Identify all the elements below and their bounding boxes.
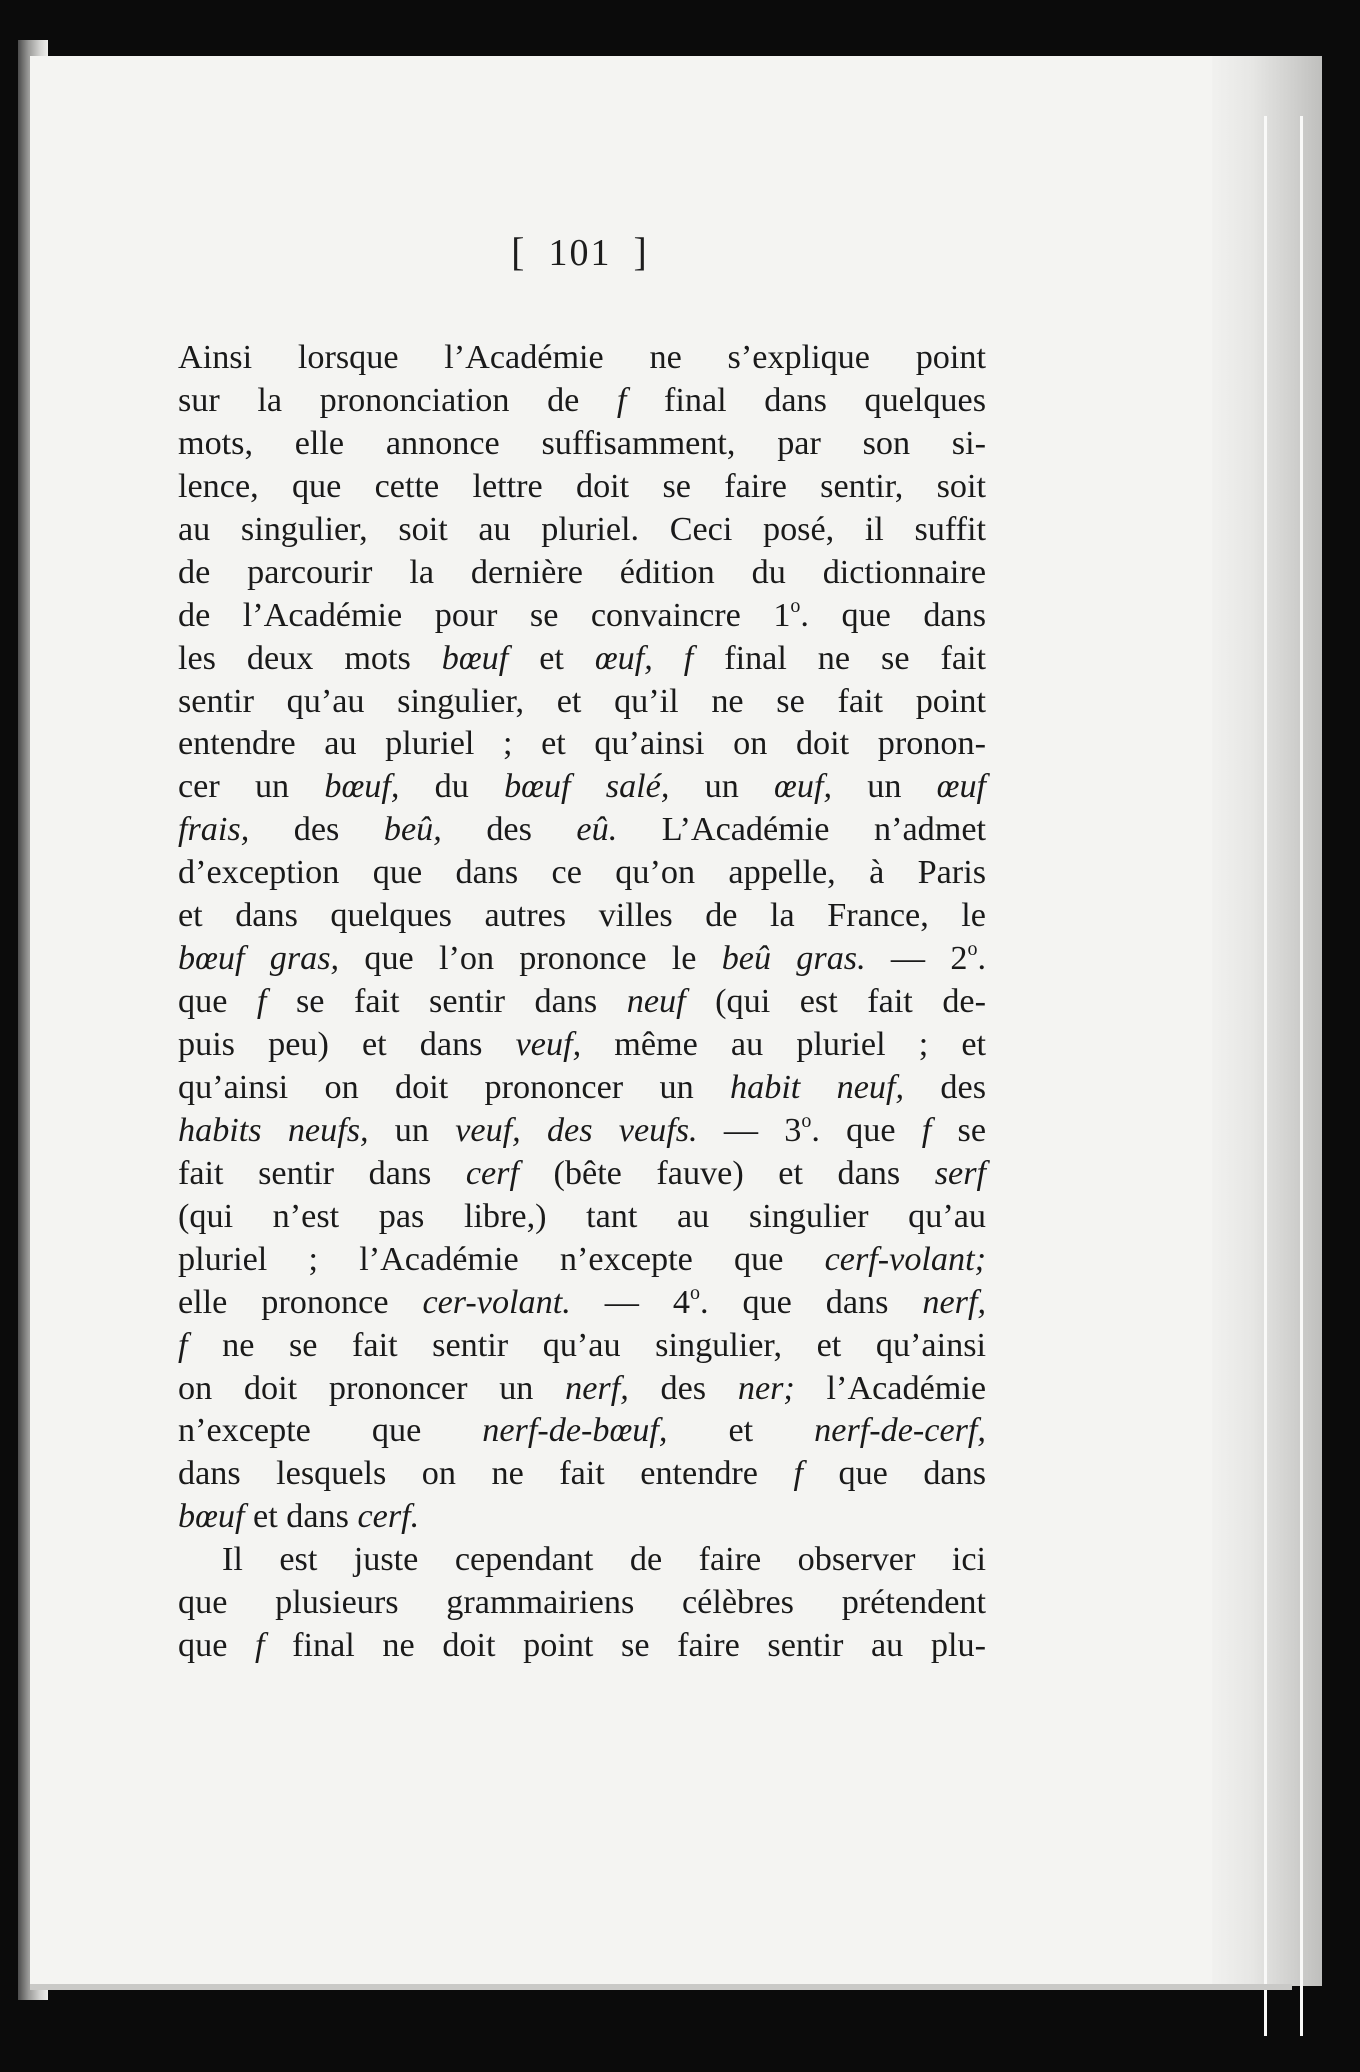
text-line bbox=[178, 852, 986, 895]
italic-text: cerf-volant; bbox=[824, 1240, 986, 1278]
text-run: les deux mots bbox=[178, 639, 442, 677]
text-line bbox=[178, 1453, 986, 1496]
text-line bbox=[178, 809, 986, 852]
text-run: final dans quelques bbox=[626, 381, 986, 419]
text-line bbox=[178, 981, 986, 1024]
italic-text: neuf bbox=[626, 983, 686, 1021]
text-line bbox=[178, 1410, 986, 1453]
italic-text: f bbox=[256, 983, 267, 1021]
italic-text: veuf, des veufs. bbox=[455, 1111, 698, 1149]
text-run: (qui n’est pas libre,) tant au singulier qu’au bbox=[178, 1197, 986, 1235]
italic-text: œuf, f bbox=[594, 639, 694, 677]
text-run: un bbox=[669, 768, 775, 806]
italic-text: eû. bbox=[576, 811, 618, 849]
text-run: pluriel ; l’Académie n’excepte que bbox=[178, 1240, 825, 1278]
italic-text: habits neufs, bbox=[178, 1111, 369, 1149]
text-run: que l’on prononce le bbox=[339, 940, 722, 978]
text-run: et bbox=[508, 639, 595, 677]
text-line bbox=[178, 938, 986, 981]
italic-text: f bbox=[616, 381, 627, 419]
italic-text: habit neuf, bbox=[730, 1068, 905, 1106]
text-run: L’Académie n’admet bbox=[617, 811, 987, 849]
superscript: o bbox=[689, 1281, 700, 1304]
text-run: que dans bbox=[802, 1455, 987, 1493]
text-run: . bbox=[977, 940, 986, 978]
text-line bbox=[178, 337, 986, 380]
text-line bbox=[178, 509, 986, 552]
text-run: elle prononce bbox=[178, 1283, 423, 1321]
text-run: et dans bbox=[244, 1498, 358, 1536]
text-line bbox=[178, 1496, 986, 1539]
text-line bbox=[178, 380, 986, 423]
text-run: des bbox=[441, 811, 577, 849]
text-run: que plusieurs grammairiens célèbres prétendent bbox=[178, 1584, 986, 1622]
text-run: au singulier, soit au pluriel. Ceci posé, il suffit bbox=[178, 510, 986, 548]
italic-text: f bbox=[178, 1326, 188, 1364]
text-run: un bbox=[368, 1111, 456, 1149]
page-edge-line bbox=[1264, 116, 1267, 2036]
paragraph bbox=[178, 1539, 986, 1668]
text-line bbox=[178, 895, 986, 938]
text-line bbox=[178, 1196, 986, 1239]
italic-text: nerf, bbox=[565, 1369, 629, 1407]
text-run: un bbox=[832, 768, 937, 806]
text-run: . que bbox=[811, 1111, 922, 1149]
text-run: (qui est fait de- bbox=[685, 983, 986, 1021]
text-run: final ne se fait bbox=[693, 639, 986, 677]
italic-text: œuf bbox=[936, 768, 987, 806]
text-run: l’Académie bbox=[794, 1369, 987, 1407]
text-run: ne se fait sentir qu’au singulier, et qu’ainsi bbox=[187, 1326, 986, 1364]
text-run: sentir qu’au singulier, et qu’il ne se fait point bbox=[178, 682, 986, 720]
text-run: final ne doit point se faire sentir au plu- bbox=[264, 1627, 986, 1665]
page-number: 101 bbox=[548, 232, 612, 274]
text-run: — 2 bbox=[865, 940, 968, 978]
superscript: o bbox=[801, 1109, 812, 1132]
italic-text: cerf bbox=[465, 1154, 519, 1192]
text-line bbox=[178, 681, 986, 724]
italic-text: ner; bbox=[737, 1369, 795, 1407]
text-run: entendre au pluriel ; et qu’ainsi on doit pronon- bbox=[178, 725, 986, 763]
italic-text: veuf, bbox=[515, 1026, 582, 1063]
italic-text: cerf. bbox=[357, 1498, 420, 1536]
italic-text: bœuf bbox=[441, 639, 509, 677]
text-run: des bbox=[249, 811, 384, 849]
text-run: et dans quelques autres villes de la France, le bbox=[178, 897, 986, 935]
text-run: se fait sentir dans bbox=[266, 983, 627, 1021]
text-line bbox=[178, 1625, 986, 1668]
text-run: cer un bbox=[178, 768, 325, 806]
text-run: qu’ainsi on doit prononcer un bbox=[178, 1068, 731, 1106]
italic-text: œuf, bbox=[774, 768, 832, 806]
text-run: sur la prononciation de bbox=[178, 381, 617, 419]
text-run: n’excepte que bbox=[178, 1412, 483, 1450]
text-run: — 3 bbox=[697, 1111, 802, 1149]
text-run: de l’Académie pour se convaincre 1 bbox=[178, 596, 791, 634]
text-line bbox=[178, 1368, 986, 1411]
superscript: o bbox=[967, 938, 978, 961]
text-line bbox=[178, 1325, 986, 1368]
italic-text: cer-volant. bbox=[422, 1283, 571, 1321]
page-number-header bbox=[0, 228, 1160, 275]
text-run: Ainsi lorsque l’Académie ne s’explique point bbox=[178, 339, 986, 376]
italic-text: bœuf bbox=[178, 1498, 245, 1536]
text-run: se bbox=[931, 1111, 987, 1149]
italic-text: nerf, bbox=[922, 1283, 987, 1321]
text-line bbox=[178, 1110, 986, 1153]
page-edge-line bbox=[1300, 116, 1303, 2036]
text-run: que bbox=[178, 983, 257, 1021]
text-line bbox=[178, 1539, 986, 1582]
text-line bbox=[178, 423, 986, 466]
italic-text: f bbox=[921, 1111, 932, 1149]
text-line bbox=[178, 638, 986, 681]
italic-text: nerf-de-cerf, bbox=[814, 1412, 986, 1450]
text-run: puis peu) et dans bbox=[178, 1026, 516, 1063]
italic-text: bœuf, bbox=[324, 768, 400, 806]
text-line bbox=[178, 766, 986, 809]
text-line bbox=[178, 1582, 986, 1625]
superscript: o bbox=[790, 594, 801, 617]
text-line bbox=[178, 1153, 986, 1196]
text-run: dans lesquels on ne fait entendre bbox=[178, 1455, 794, 1493]
italic-text: frais, bbox=[178, 811, 250, 849]
italic-text: beû gras. bbox=[721, 940, 866, 978]
text-run: on doit prononcer un bbox=[178, 1369, 566, 1407]
right-bracket: ] bbox=[633, 229, 649, 274]
text-run: . que dans bbox=[699, 1283, 923, 1321]
text-run: Il est juste cependant de faire observer ici bbox=[222, 1541, 986, 1579]
body-text bbox=[178, 337, 986, 1668]
italic-text: f bbox=[793, 1455, 803, 1493]
text-run: du bbox=[399, 768, 505, 806]
text-run: et bbox=[667, 1412, 815, 1450]
text-line bbox=[178, 1067, 986, 1110]
text-run: que bbox=[178, 1627, 255, 1665]
italic-text: bœuf salé, bbox=[504, 768, 670, 806]
text-run: de parcourir la dernière édition du dictionnaire bbox=[178, 553, 986, 591]
page-fore-edge bbox=[1212, 56, 1322, 1986]
italic-text: nerf-de-bœuf, bbox=[482, 1412, 668, 1450]
text-run: des bbox=[904, 1068, 986, 1106]
text-run: lence, que cette lettre doit se faire sentir, soit bbox=[178, 467, 986, 505]
paragraph bbox=[178, 337, 986, 1539]
text-line bbox=[178, 595, 986, 638]
italic-text: serf bbox=[934, 1154, 986, 1192]
text-run: — 4 bbox=[570, 1283, 690, 1321]
left-bracket: [ bbox=[511, 229, 527, 274]
text-run: fait sentir dans bbox=[178, 1154, 466, 1192]
text-line bbox=[178, 1024, 986, 1067]
page-bottom-edge bbox=[30, 1984, 1292, 1990]
italic-text: f bbox=[255, 1627, 265, 1665]
text-run: mots, elle annonce suffisamment, par son si- bbox=[178, 424, 986, 462]
text-run: d’exception que dans ce qu’on appelle, à Paris bbox=[178, 854, 986, 892]
italic-text: bœuf gras, bbox=[178, 940, 340, 978]
text-line bbox=[178, 466, 986, 509]
text-line bbox=[178, 1282, 986, 1325]
text-line bbox=[178, 1239, 986, 1282]
text-run: (bête fauve) et dans bbox=[518, 1154, 935, 1192]
text-run: . que dans bbox=[800, 596, 986, 634]
text-line bbox=[178, 552, 986, 595]
italic-text: beû, bbox=[383, 811, 442, 849]
text-run: des bbox=[628, 1369, 738, 1407]
text-run: même au pluriel ; et bbox=[581, 1026, 987, 1063]
text-line bbox=[178, 723, 986, 766]
